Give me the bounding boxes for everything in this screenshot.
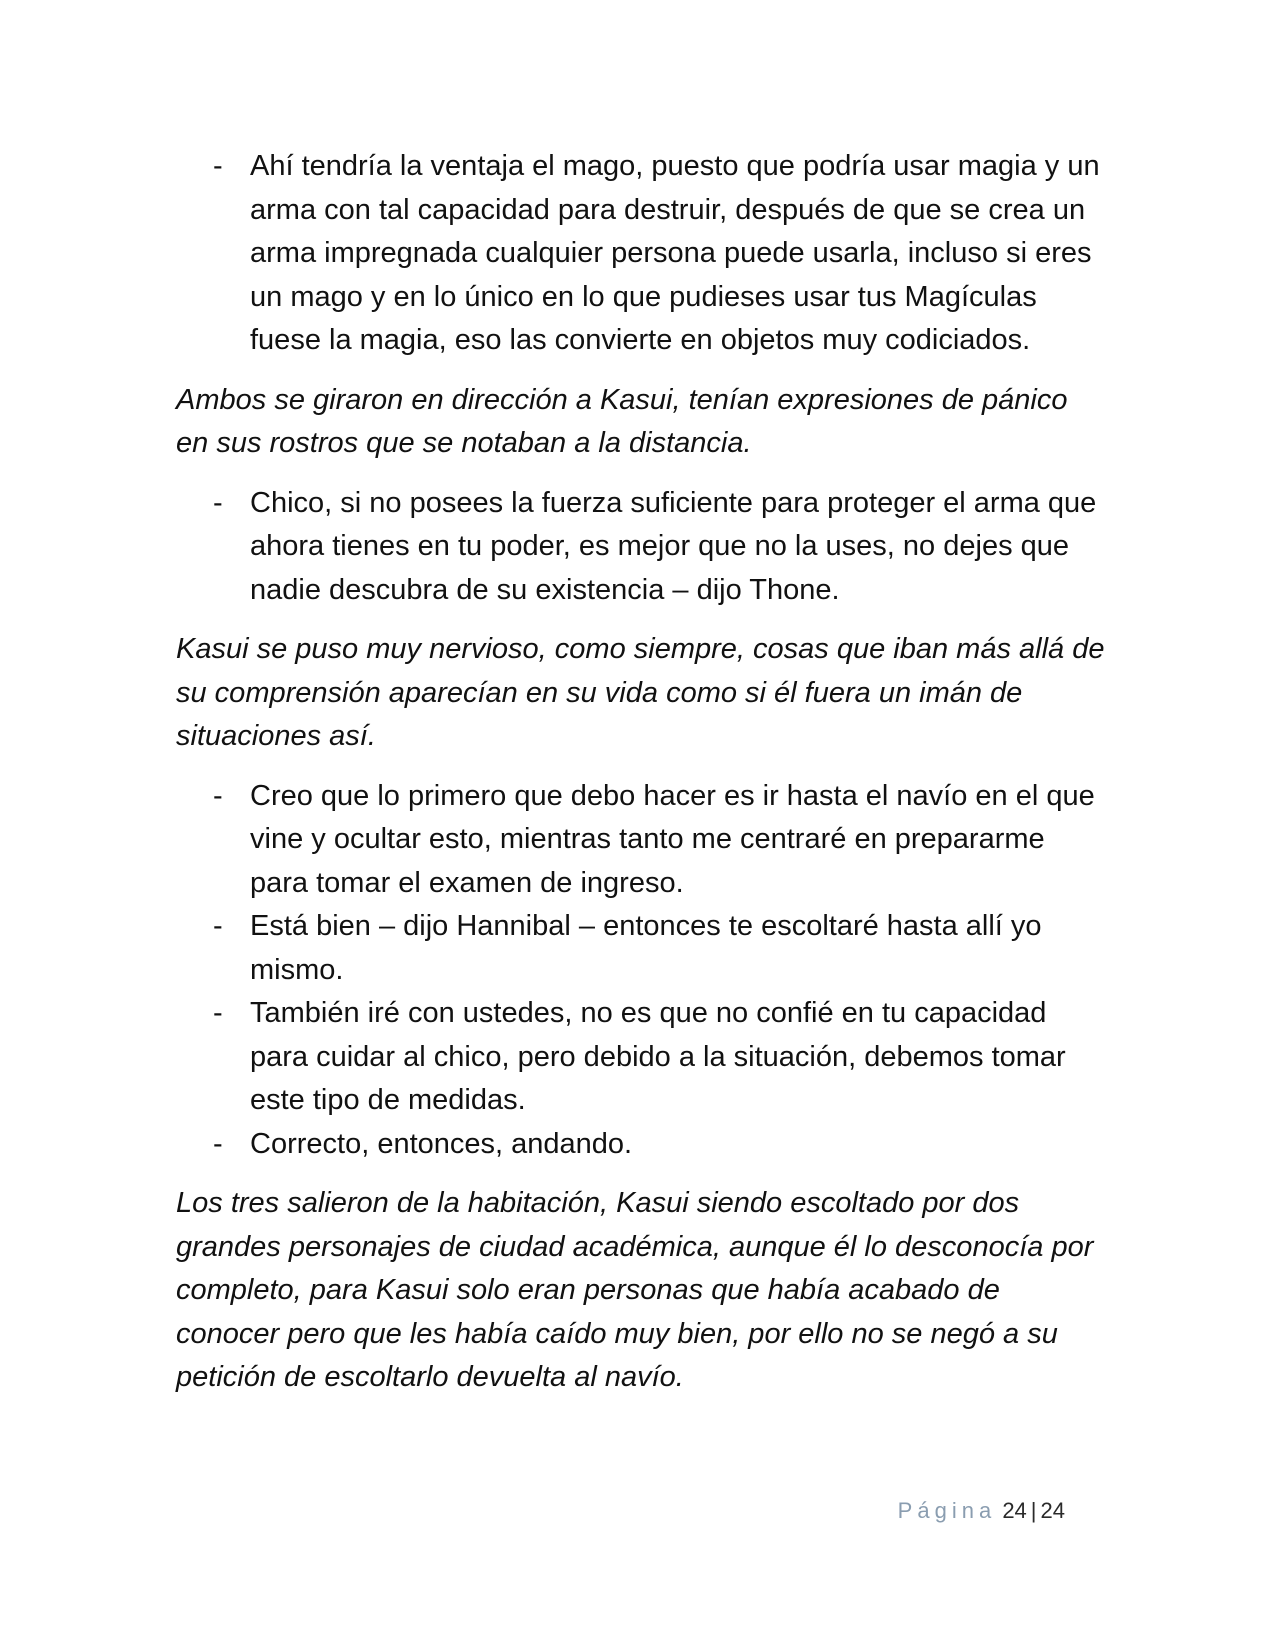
narration-paragraph: Ambos se giraron en dirección a Kasui, tenían expresiones de pánico en sus rostros que se notaban a la distancia.: [176, 383, 1068, 459]
dialogue-text: Ahí tendría la ventaja el mago, puesto que podría usar magia y un arma con tal capacidad para destruir, después de que se crea un arma impregnada cualquier persona puede usarla, incluso si eres un mago y en lo único en lo que pudieses usar tus Magículas fuese la magia, eso las convierte en objetos muy codiciados.: [250, 150, 1100, 356]
page-current: 24: [1002, 1498, 1027, 1523]
dialogue-dash: -: [213, 779, 223, 812]
narration-paragraph: Kasui se puso muy nervioso, como siempre, cosas que iban más allá de su comprensión aparecían en su vida como si él fuera un imán de situaciones así.: [176, 633, 1105, 752]
dialogue-dash: -: [213, 910, 223, 942]
page-total: 24: [1040, 1498, 1065, 1523]
dialogue-text: También iré con ustedes, no es que no confié en tu capacidad para cuidar al chico, pero debido a la situación, debemos tomar este tipo de medidas.: [250, 997, 1066, 1116]
dialogue-line: [176, 775, 1106, 906]
dialogue-dash: -: [213, 1127, 223, 1160]
page-separator: |: [1030, 1498, 1037, 1523]
dialogue-line: [176, 905, 1106, 992]
dialogue-text: Correcto, entonces, andando.: [250, 1127, 633, 1160]
dialogue-text: Está bien – dijo Hannibal – entonces te escoltaré hasta allí yo mismo.: [250, 910, 1042, 986]
dialogue-line: [176, 992, 1106, 1123]
dialogue-line: [176, 145, 1106, 363]
page-label: Página: [897, 1498, 997, 1523]
dialogue-text: Chico, si no posees la fuerza suficiente para proteger el arma que ahora tienes en tu poder, es mejor que no la uses, no dejes que nadie descubra de su existencia – dijo Thone.: [250, 486, 1097, 606]
dialogue-dash: -: [213, 486, 223, 519]
dialogue-line: [176, 482, 1106, 613]
dialogue-dash: -: [213, 997, 223, 1029]
page-footer: [0, 1496, 1065, 1526]
narration-paragraph: Los tres salieron de la habitación, Kasui siendo escoltado por dos grandes personajes de ciudad académica, aunque él lo desconocía por completo, para Kasui solo eran personas que había acabado de conocer pero que les había caído muy bien, por ello no se negó a su petición de escoltarlo devuelta al navío.: [176, 1187, 1094, 1393]
dialogue-text: Creo que lo primero que debo hacer es ir hasta el navío en el que vine y ocultar esto, mientras tanto me centraré en prepararme para tomar el examen de ingreso.: [250, 779, 1095, 899]
page-body: [176, 145, 1106, 1416]
dialogue-dash: -: [213, 150, 223, 182]
dialogue-line: [176, 1123, 1106, 1167]
